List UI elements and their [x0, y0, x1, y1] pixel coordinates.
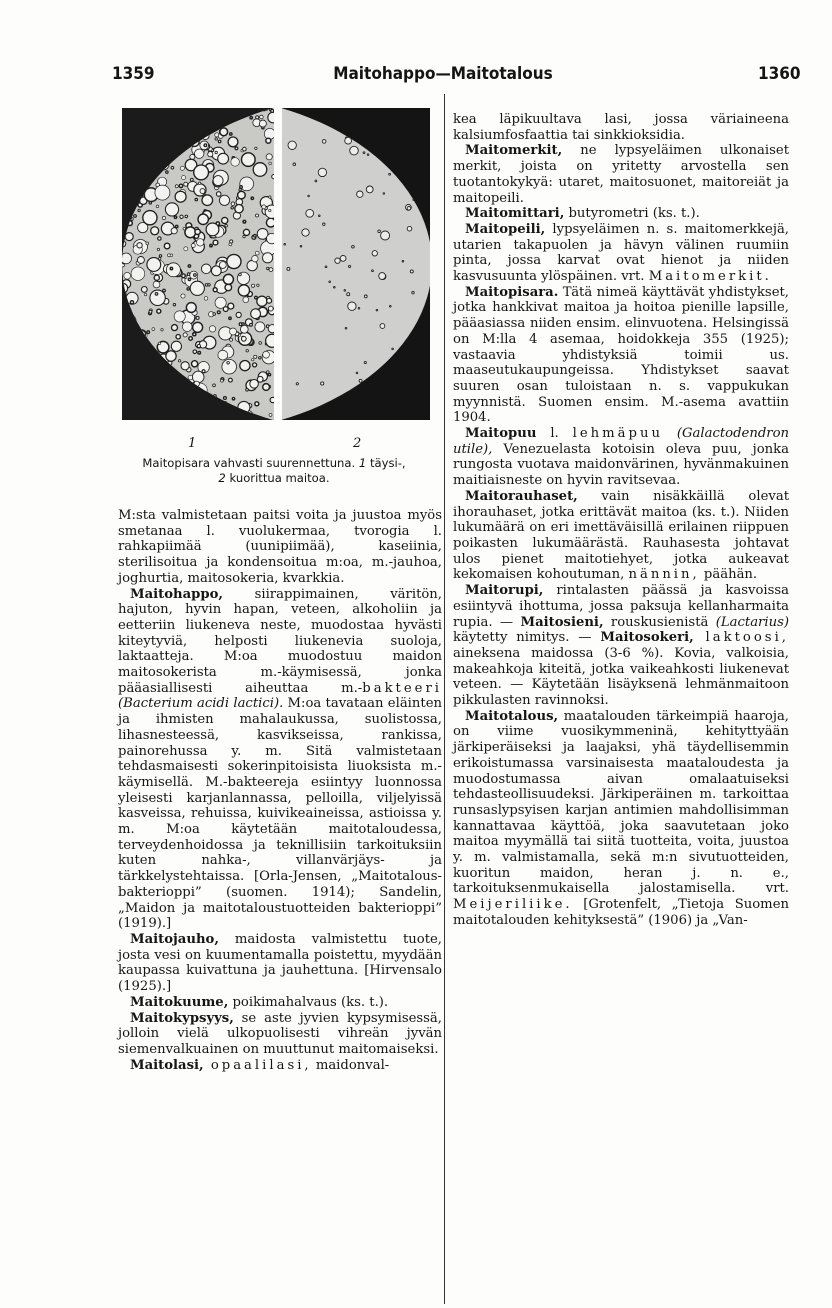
- fat-globule: [302, 229, 309, 236]
- fat-globule: [221, 379, 224, 382]
- fat-globule: [213, 176, 223, 186]
- fat-globule: [252, 256, 258, 262]
- fat-globule: [356, 372, 358, 374]
- column-rule: [444, 94, 445, 1304]
- fat-globule: [188, 265, 190, 267]
- fat-globule: [263, 351, 270, 358]
- fat-globule: [271, 109, 274, 112]
- left-column: [118, 508, 442, 1073]
- fat-globule: [131, 267, 145, 281]
- fat-globule: [260, 115, 264, 119]
- fat-globule: [236, 197, 238, 199]
- fat-globule: [259, 342, 262, 345]
- fat-globule: [364, 295, 367, 298]
- fat-globule: [210, 244, 212, 246]
- fat-globule: [137, 257, 144, 264]
- fat-globule: [366, 186, 373, 193]
- fat-globule: [228, 303, 234, 309]
- fat-globule: [174, 311, 185, 322]
- fat-globule: [379, 273, 386, 280]
- right-column: [453, 112, 789, 929]
- fat-globule: [376, 309, 378, 311]
- entry-maitomittari: Maitomittari, butyrometri (ks. t.).: [465, 206, 700, 222]
- fat-globule: [352, 245, 355, 248]
- fat-globule: [157, 248, 159, 250]
- fat-globule: [219, 195, 229, 205]
- fat-globule: [193, 322, 203, 332]
- fat-globule: [380, 324, 385, 329]
- fat-globule: [198, 351, 201, 354]
- fat-globule: [267, 233, 275, 243]
- fat-globule: [165, 203, 178, 216]
- fat-globule: [235, 205, 243, 213]
- figure-label-2: 2: [353, 436, 362, 451]
- fat-globule: [267, 267, 269, 269]
- fat-globule: [122, 264, 124, 267]
- fat-globule: [146, 242, 149, 245]
- fat-globule: [181, 362, 189, 370]
- fat-globule: [204, 144, 207, 147]
- fat-globule: [381, 231, 390, 240]
- fat-globule: [410, 270, 413, 273]
- fat-globule: [206, 223, 219, 236]
- fat-globule: [149, 310, 152, 313]
- fat-globule: [350, 146, 359, 155]
- fat-globule: [197, 344, 200, 347]
- fat-globule: [329, 281, 331, 283]
- fat-globule: [183, 227, 186, 230]
- fat-globule: [357, 191, 363, 197]
- fat-globule: [238, 285, 249, 296]
- fat-globule: [344, 290, 346, 292]
- fat-globule: [263, 253, 273, 263]
- fat-globule: [144, 293, 146, 295]
- fat-globule: [215, 138, 217, 140]
- fat-globule: [152, 328, 155, 331]
- fat-globule: [164, 243, 170, 249]
- fat-globule: [175, 185, 178, 188]
- fat-globule: [179, 184, 182, 187]
- fat-globule: [288, 141, 296, 149]
- fat-globule: [269, 196, 271, 198]
- fat-globule: [178, 360, 180, 362]
- fat-globule: [208, 284, 210, 286]
- fat-globule: [171, 341, 181, 351]
- fat-globule: [284, 244, 286, 246]
- fat-globule: [230, 328, 237, 335]
- micrograph-whole-milk: [122, 108, 274, 420]
- fat-globule: [389, 173, 391, 175]
- fat-globule: [250, 323, 253, 326]
- fat-globule: [262, 205, 266, 209]
- fat-globule: [180, 215, 183, 218]
- fat-globule: [363, 152, 365, 154]
- fat-globule: [141, 287, 147, 293]
- fat-globule: [407, 226, 412, 231]
- fat-globule: [122, 253, 132, 264]
- entry-maitolasi-continued: kea läpikuultava lasi, jossa väriaineena kalsiumfosfaattia tai sinkkioksidia.: [453, 112, 789, 143]
- figure-whole-milk: [122, 108, 274, 420]
- fat-globule: [191, 244, 195, 248]
- fat-globule: [215, 151, 217, 153]
- fat-globule: [198, 182, 200, 184]
- fat-globule: [253, 163, 267, 177]
- fat-globule: [147, 331, 150, 334]
- fat-globule: [255, 322, 265, 332]
- fat-globule: [251, 197, 253, 199]
- figure-caption: Maitopisara vahvasti suurennettuna. 1 täysi-, 2 kuorittua maitoa.: [142, 456, 406, 485]
- fat-globule: [306, 209, 314, 217]
- fat-globule: [266, 138, 271, 143]
- fat-globule: [268, 306, 273, 311]
- fat-globule: [236, 312, 241, 317]
- fat-globule: [322, 140, 326, 144]
- entry-maitorauhaset: Maitorauhaset, vain nisäkkäillä olevat ihorauhaset, jotka erittävät maitoa (ks. t.). Niiden lukumäärä on eri imettäväisillä erilainen riippuen poikasten lukumäärästä. Rauhasesta johtavat ulos pienet maitotiehyet, jotka aukeavat kekomaisen kohoutuman, nännin, päähän.: [453, 488, 789, 583]
- fat-globule: [185, 227, 196, 238]
- fat-globule: [287, 267, 290, 270]
- paragraph-maito-uses: M:sta valmistetaan paitsi voita ja juustoa myös smetanaa l. vuolukermaa, tvorogia l. rahkapiimää (uunipiimää), kaseiinia, sterilisoitua ja kondensoitua m:oa, m.-jauhoa, joghurtia, maitosokeria, kvarkkia.: [118, 508, 442, 586]
- fat-globule: [218, 140, 221, 143]
- fat-globule: [193, 350, 197, 354]
- micrograph-skim-milk: [282, 108, 430, 420]
- fat-globule: [208, 152, 213, 157]
- fat-globule: [220, 128, 228, 136]
- fat-globule: [367, 154, 369, 156]
- fat-globule: [243, 297, 249, 303]
- fat-globule: [270, 397, 274, 402]
- fat-globule: [227, 362, 230, 365]
- fat-globule: [272, 175, 274, 179]
- fat-globule: [240, 325, 248, 333]
- fat-globule: [250, 117, 252, 119]
- fat-globule: [134, 215, 137, 218]
- fat-globule: [335, 258, 340, 263]
- fat-globule: [218, 153, 229, 164]
- fat-globule: [231, 207, 233, 209]
- fat-globule: [252, 284, 255, 287]
- fat-globule: [257, 284, 259, 286]
- fat-globule: [256, 214, 259, 217]
- fat-globule: [242, 323, 244, 325]
- fat-globule: [390, 306, 392, 308]
- figure-label-1: 1: [188, 436, 197, 451]
- fat-globule: [154, 275, 159, 280]
- fat-globule: [200, 189, 205, 194]
- fat-globule: [267, 371, 270, 374]
- fat-globule: [213, 288, 217, 292]
- fat-globule: [161, 329, 163, 331]
- fat-globule: [187, 273, 190, 276]
- fat-globule: [182, 176, 186, 180]
- fat-globule: [345, 328, 347, 330]
- fat-globule: [224, 397, 227, 400]
- fat-globule: [243, 147, 247, 151]
- fat-globule: [235, 147, 238, 150]
- entry-maitotalous: Maitotalous, maatalouden tärkeimpiä haaroja, on viime vuosikymmeninä, kehityttyään järkiperäiseksi ja laajaksi, yhä täydellisemmin erikoistumassa varsinaisesta maataloudesta ja muodostumassa aivan omalaatuiseksi tehdasteollisuudeksi. Järkiperäinen m. tarkoittaa runsaslypsyisen karjan antimien mahdollisimman kannattavaa käyttöä, joka saavutetaan joko maitoa myymällä tai siitä tuotteita, voita, juustoa y. m. valmistamalla, sekä m:n sivutuotteiden, kuoritun maidon, heran j. n. e., tarkoituksenmukaisella jalostamisella. vrt. Meijeriliike. [Grotenfelt, „Tietoja Suomen maitotalouden kehityksestä” (1906) ja „Van-: [453, 708, 789, 928]
- fat-globule: [293, 163, 296, 166]
- fat-globule: [340, 256, 346, 262]
- fat-globule: [159, 255, 161, 257]
- fat-globule: [157, 309, 161, 313]
- fat-globule: [194, 274, 197, 277]
- fat-globule: [223, 307, 228, 312]
- fat-globule: [239, 273, 242, 276]
- fat-globule: [243, 220, 246, 223]
- fat-globule: [181, 294, 185, 298]
- fat-globule: [402, 261, 404, 263]
- fat-globule: [197, 239, 204, 246]
- fat-globule: [147, 258, 161, 272]
- fat-globule: [166, 263, 180, 277]
- fat-globule: [170, 267, 172, 269]
- fat-globule: [230, 240, 233, 243]
- fat-globule: [155, 185, 170, 200]
- running-head: Maitohappo—Maitotalous: [333, 64, 553, 84]
- fat-globule: [229, 317, 231, 319]
- fat-globule: [240, 361, 250, 371]
- fat-globule: [204, 297, 208, 301]
- fat-globule: [259, 357, 261, 359]
- fat-globule: [187, 288, 189, 290]
- fat-globule: [213, 384, 216, 387]
- fat-globule: [192, 361, 198, 367]
- fat-globule: [321, 382, 324, 385]
- fat-globule: [130, 301, 133, 304]
- fat-globule: [269, 209, 271, 211]
- fat-globule: [195, 149, 204, 158]
- fat-globule: [217, 311, 220, 314]
- fat-globule: [407, 207, 411, 211]
- fat-globule: [269, 162, 272, 165]
- fat-globule: [175, 191, 186, 202]
- fat-globule: [185, 215, 188, 218]
- fat-globule: [188, 278, 190, 280]
- fat-globule: [231, 158, 240, 167]
- fat-globule: [222, 217, 228, 223]
- fat-globule: [190, 178, 193, 181]
- fat-globule: [209, 326, 215, 332]
- fat-globule: [213, 313, 216, 316]
- fat-globule: [201, 264, 211, 274]
- fat-globule: [240, 186, 243, 189]
- fat-globule: [166, 351, 176, 361]
- fat-globule: [186, 303, 196, 313]
- fat-globule: [347, 293, 350, 296]
- fat-globule: [176, 335, 180, 339]
- fat-globule: [213, 240, 218, 245]
- fat-globule: [125, 233, 133, 241]
- fat-globule: [243, 229, 249, 235]
- fat-globule: [162, 216, 165, 219]
- fat-globule: [184, 247, 188, 251]
- page-number-left: 1359: [112, 64, 155, 84]
- fat-globule: [358, 307, 360, 309]
- fat-globule: [158, 342, 160, 344]
- fat-globule: [192, 371, 204, 383]
- fat-globule: [218, 350, 228, 360]
- fat-globule: [319, 215, 321, 217]
- fat-globule: [216, 192, 221, 197]
- fat-globule: [241, 336, 246, 341]
- fat-globule: [183, 333, 187, 337]
- entry-maitopeili: Maitopeili, lypsyeläimen n. s. maitomerkkejä, utarien takapuolen ja hävyn välinen ruumiin pinta, jossa karvat ovat hienot ja niiden kasvusuunta ylöspäinen. vrt. Maitomerkit.: [453, 221, 789, 285]
- entry-maitomerkit: Maitomerkit, ne lypsyeläimen ulkonaiset merkit, joista on yritetty arvostella sen tuotantokykyä: utaret, maitosuonet, maitoreiät ja maitopeili.: [453, 143, 789, 206]
- entry-maitopuu: Maitopuu l. lehmäpuu (Galactodendron utile), Venezuelasta kotoisin oleva puu, jonka rungosta vuotava maidonvärinen, hyvänmakuinen maitiaisneste on hyvin ravitsevaa.: [453, 426, 790, 489]
- fat-globule: [211, 266, 221, 276]
- fat-globule: [189, 337, 193, 341]
- fat-globule: [266, 154, 272, 160]
- fat-globule: [246, 350, 248, 352]
- fat-globule: [158, 237, 161, 240]
- fat-globule: [198, 214, 208, 224]
- fat-globule: [254, 235, 257, 238]
- fat-globule: [223, 274, 233, 284]
- fat-globule: [173, 304, 175, 306]
- fat-globule: [193, 333, 196, 336]
- fat-globule: [268, 373, 270, 375]
- fat-globule: [372, 251, 377, 256]
- fat-globule: [225, 224, 228, 227]
- fat-globule: [269, 413, 272, 416]
- fat-globule: [255, 402, 259, 406]
- fat-globule: [257, 296, 267, 306]
- fat-globule: [195, 229, 200, 234]
- fat-globule: [300, 246, 302, 248]
- entry-maitolasi: Maitolasi, opaalilasi, maidonval-: [130, 1057, 390, 1073]
- fat-globule: [348, 302, 356, 310]
- fat-globule: [143, 211, 157, 225]
- fat-globule: [228, 137, 238, 147]
- entry-maitohappo: Maitohappo, siirappimainen, väritön, hajuton, hyvin hapan, veteen, alkoholiin ja eetteriin liukeneva neste, muodostaa hyvästi kiteytyviä, helposti liukenevia suoloja, laktaatteja. M:oa muodostuu maidon maitosokerista m.-käymisessä, jonka pääasiallisesti aiheuttaa m.-bakteeri (Bacterium acidi lactici). M:oa tavataan eläinten ja ihmisten mahalaukussa, suolistossa, lihasnesteessä, kasvikseissa, rankissa, painorehussa y. m. Sitä valmistetaan tehdasmaisesti sokerinpitoisista liuoksista m.-käymisellä. M.-bakteereja esiintyy luonnossa yleisesti karjanlannassa, pelloilla, viljelyissä kasveissa, rehuissa, kuivikeaineissa, astioissa y. m. M:oa käytetään maitotaloudessa, terveydenhoidossa ja teknillisiin tarkoituksiin kuten nahka-, villanvärjäys- ja tärkkelystehtaissa. [Orla-Jensen, „Maitotalous-bakterioppi” (suomen. 1914); Sandelin, „Maidon ja maitotaloustuotteiden bakterioppi” (1919).]: [118, 586, 442, 932]
- fat-globule: [308, 195, 310, 197]
- fat-globule: [246, 388, 249, 391]
- page-number-right: 1360: [758, 64, 801, 84]
- fat-globule: [334, 287, 336, 289]
- fat-globule: [182, 322, 192, 332]
- fat-globule: [349, 265, 351, 267]
- fat-globule: [254, 355, 257, 358]
- entry-maitokypsyys: Maitokypsyys, se aste jyvien kypsymisessä, jolloin vielä ulkopuolisesti vihreän jyvän siemenvalkuainen on muuttunut maitomaiseksi.: [118, 1010, 442, 1057]
- fat-globule: [174, 216, 176, 218]
- fat-globule: [252, 359, 254, 361]
- fat-globule: [184, 182, 188, 186]
- fat-globule: [124, 272, 131, 279]
- fat-globule: [266, 334, 274, 347]
- fat-globule: [268, 325, 274, 333]
- fat-globule: [250, 380, 259, 389]
- figure-skim-milk: [282, 108, 430, 420]
- fat-globule: [255, 147, 257, 149]
- fat-globule: [364, 361, 366, 363]
- fat-globule: [138, 209, 140, 211]
- fat-globule: [194, 165, 209, 180]
- entry-maitorupi: Maitorupi, rintalasten päässä ja kasvoissa esiintyvä ihottuma, jossa paksuja kellanharmaita rupia. — Maitosieni, rouskusienistä (Lactarius) käytetty nimitys. — Maitosokeri, laktoosi, aineksena maidossa (3-6 %). Kovia, valkoisia, makeahkoja kiteitä, jotka vaikeahkosti liukenevat veteen. — Käytetään lisäyksenä lehmänmaitoon pikkulasten ravinnoksi.: [453, 583, 789, 709]
- fat-globule: [383, 193, 385, 195]
- fat-globule: [232, 398, 234, 400]
- fat-globule: [263, 384, 270, 391]
- entry-maitojauho: Maitojauho, maidosta valmistettu tuote, josta vesi on kuumentamalla poistettu, myydään kaupassa kuivattuna ja jauhettuna. [Hirvensalo (1925).]: [118, 931, 442, 995]
- fat-globule: [172, 325, 178, 331]
- fat-globule: [268, 112, 274, 123]
- fat-globule: [392, 348, 394, 350]
- fat-globule: [202, 195, 213, 206]
- fat-globule: [170, 254, 173, 257]
- fat-globule: [325, 266, 327, 268]
- fat-globule: [239, 189, 241, 191]
- fat-globule: [378, 230, 381, 233]
- fat-globule: [266, 218, 274, 227]
- fat-globule: [242, 153, 256, 167]
- fat-globule: [171, 228, 177, 234]
- fat-globule: [323, 223, 325, 225]
- fat-globule: [251, 309, 261, 319]
- fat-globule: [412, 292, 414, 294]
- fat-globule: [267, 298, 272, 303]
- fat-globule: [259, 120, 266, 127]
- fat-globule: [202, 370, 205, 373]
- fat-globule: [372, 270, 374, 272]
- entry-maitokuume: Maitokuume, poikimahalvaus (ks. t.).: [130, 994, 389, 1010]
- fat-globule: [180, 166, 184, 170]
- fat-globule: [190, 281, 204, 295]
- fat-globule: [151, 227, 159, 235]
- fat-globule: [296, 383, 298, 385]
- fat-globule: [176, 225, 178, 227]
- fat-globule: [137, 243, 142, 248]
- fat-globule: [163, 289, 166, 292]
- fat-globule: [359, 379, 362, 382]
- fat-globule: [229, 378, 233, 382]
- fat-globule: [230, 133, 232, 135]
- fat-globule: [253, 363, 257, 367]
- fat-globule: [256, 116, 259, 119]
- fat-globule: [255, 251, 259, 255]
- fat-globule: [231, 202, 235, 206]
- fat-globule: [230, 338, 233, 341]
- fat-globule: [196, 316, 199, 319]
- fat-globule: [269, 268, 273, 272]
- fat-globule: [155, 293, 158, 296]
- fat-globule: [318, 168, 326, 176]
- fat-globule: [227, 254, 241, 268]
- fat-globule: [255, 296, 258, 299]
- fat-globule: [243, 235, 245, 237]
- fat-globule: [171, 166, 174, 169]
- fat-globule: [166, 171, 168, 173]
- fat-globule: [156, 205, 159, 208]
- fat-globule: [315, 180, 317, 182]
- entry-maitopisara: Maitopisara. Tätä nimeä käyttävät yhdistykset, jotka hankkivat maitoa ja hoitoa pienille lapsille, pääasiassa niiden ensim. elinvuotena. Helsingissä on M:lla 4 asemaa, hoidokkeja 355 (1925); vastaavia yhdistyksiä toimii us. maaseutukaupungeissa. Yhdistykset saavat suuren osan tuloistaan n. s. vappukukan myynnistä. Suomen ensim. M.-asema avattiin 1904.: [453, 284, 789, 426]
- fat-globule: [195, 198, 197, 200]
